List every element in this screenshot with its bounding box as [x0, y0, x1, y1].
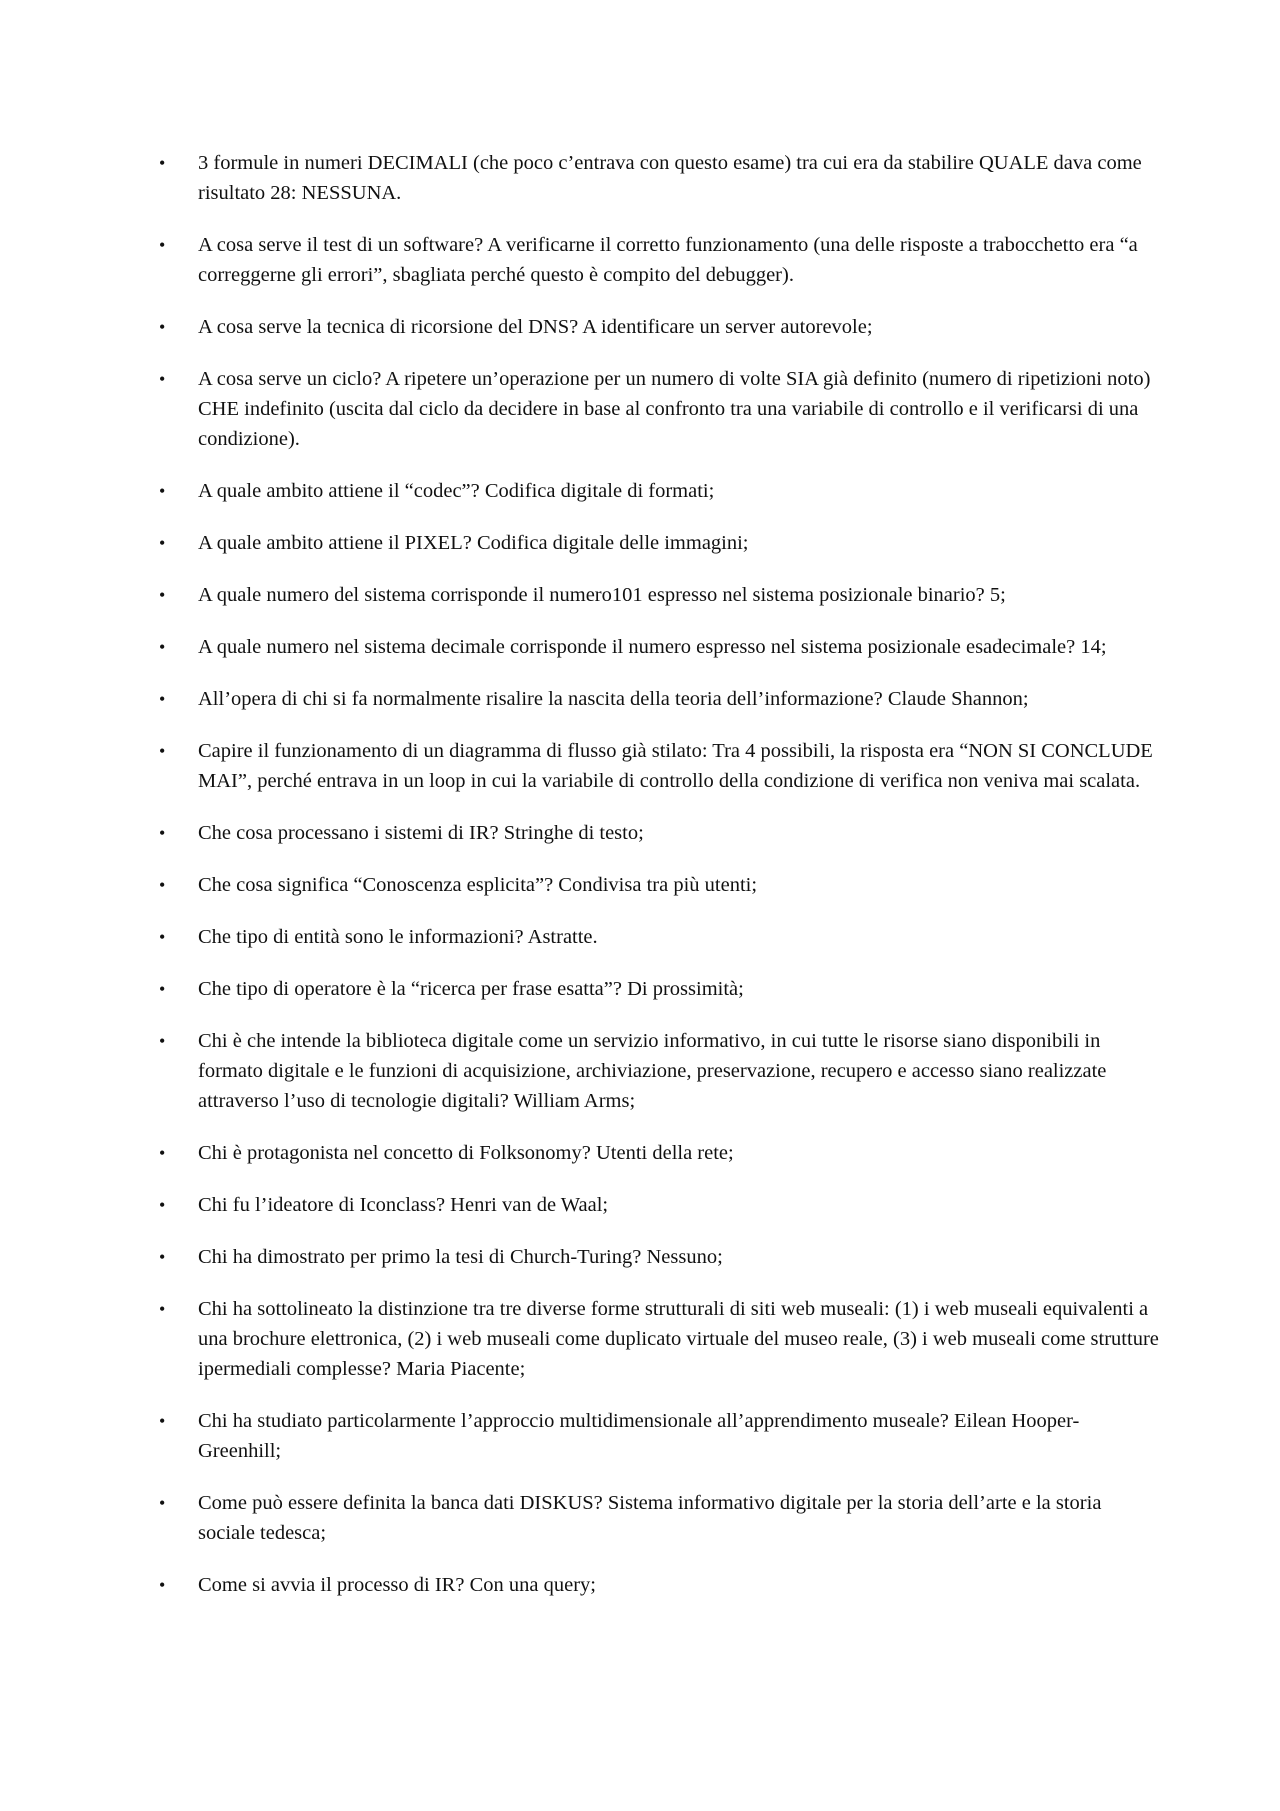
list-item	[155, 230, 1160, 290]
list-item-text: Come può essere definita la banca dati DISKUS? Sistema informativo digitale per la storia dell’arte e la storia sociale tedesca;	[198, 1492, 1102, 1544]
bullet-icon: •	[159, 927, 166, 947]
bullet-icon: •	[159, 533, 166, 553]
list-item-text: Che tipo di entità sono le informazioni? Astratte.	[198, 926, 598, 948]
bullet-icon: •	[159, 1143, 166, 1163]
list-item-text: 3 formule in numeri DECIMALI (che poco c’entrava con questo esame) tra cui era da stabilire QUALE dava come risultato 28: NESSUNA.	[198, 152, 1142, 204]
bullet-icon: •	[159, 875, 166, 895]
list-item	[155, 1138, 1160, 1168]
bullet-icon: •	[159, 235, 166, 255]
bullet-icon: •	[159, 823, 166, 843]
list-item-text: A cosa serve il test di un software? A verificarne il corretto funzionamento (una delle risposte a trabocchetto era “a correggerne gli errori”, sbagliata perché questo è compito del debugger).	[198, 234, 1138, 286]
bullet-icon: •	[159, 689, 166, 709]
list-item	[155, 1190, 1160, 1220]
list-item	[155, 1242, 1160, 1272]
bullet-icon: •	[159, 637, 166, 657]
list-item-text: A cosa serve un ciclo? A ripetere un’operazione per un numero di volte SIA già definito (numero di ripetizioni noto) CHE indefinito (uscita dal ciclo da decidere in base al confronto tra una variabile di controllo e il verificarsi di una condizione).	[198, 368, 1151, 450]
list-item-text: A quale ambito attiene il “codec”? Codifica digitale di formati;	[198, 480, 715, 502]
bullet-icon: •	[159, 481, 166, 501]
bullet-icon: •	[159, 1195, 166, 1215]
bullet-icon: •	[159, 1575, 166, 1595]
list-item-text: Chi è che intende la biblioteca digitale come un servizio informativo, in cui tutte le risorse siano disponibili in formato digitale e le funzioni di acquisizione, archiviazione, preservazione, recupero e accesso siano realizzate attraverso l’uso di tecnologie digitali? William Arms;	[198, 1030, 1107, 1112]
list-item	[155, 1570, 1160, 1600]
bullet-icon: •	[159, 1493, 166, 1513]
list-item-text: A quale numero del sistema corrisponde il numero101 espresso nel sistema posizionale binario? 5;	[198, 584, 1006, 606]
list-item-text: Chi ha studiato particolarmente l’approccio multidimensionale all’apprendimento museale? Eilean Hooper-Greenhill;	[198, 1410, 1080, 1462]
list-item	[155, 148, 1160, 208]
list-item	[155, 1488, 1160, 1548]
list-item	[155, 476, 1160, 506]
bullet-icon: •	[159, 1031, 166, 1051]
list-item	[155, 1294, 1160, 1384]
question-list	[155, 148, 1160, 1622]
list-item	[155, 312, 1160, 342]
list-item	[155, 922, 1160, 952]
bullet-icon: •	[159, 979, 166, 999]
list-item-text: Che cosa processano i sistemi di IR? Stringhe di testo;	[198, 822, 644, 844]
list-item-text: All’opera di chi si fa normalmente risalire la nascita della teoria dell’informazione? Claude Shannon;	[198, 688, 1029, 710]
list-item	[155, 870, 1160, 900]
list-item-text: Chi ha sottolineato la distinzione tra tre diverse forme strutturali di siti web museali: (1) i web museali equivalenti a una brochure elettronica, (2) i web museali come duplicato virtuale del museo reale, (3) i web museali come strutture ipermediali complesse? Maria Piacente;	[198, 1298, 1159, 1380]
list-item-text: A quale ambito attiene il PIXEL? Codifica digitale delle immagini;	[198, 532, 749, 554]
list-item	[155, 632, 1160, 662]
list-item	[155, 1406, 1160, 1466]
list-item-text: Capire il funzionamento di un diagramma di flusso già stilato: Tra 4 possibili, la risposta era “NON SI CONCLUDE MAI”, perché entrava in un loop in cui la variabile di controllo della condizione di verifica non veniva mai scalata.	[198, 740, 1153, 792]
bullet-icon: •	[159, 585, 166, 605]
bullet-icon: •	[159, 741, 166, 761]
bullet-icon: •	[159, 1411, 166, 1431]
list-item	[155, 818, 1160, 848]
list-item-text: Chi fu l’ideatore di Iconclass? Henri van de Waal;	[198, 1194, 609, 1216]
list-item	[155, 736, 1160, 796]
list-item-text: Chi è protagonista nel concetto di Folksonomy? Utenti della rete;	[198, 1142, 734, 1164]
list-item-text: Che cosa significa “Conoscenza esplicita”? Condivisa tra più utenti;	[198, 874, 758, 896]
bullet-icon: •	[159, 153, 166, 173]
list-item	[155, 1026, 1160, 1116]
bullet-icon: •	[159, 317, 166, 337]
list-item	[155, 974, 1160, 1004]
list-item-text: Come si avvia il processo di IR? Con una query;	[198, 1574, 596, 1596]
list-item-text: Che tipo di operatore è la “ricerca per frase esatta”? Di prossimità;	[198, 978, 744, 1000]
bullet-icon: •	[159, 1299, 166, 1319]
list-item	[155, 580, 1160, 610]
list-item-text: Chi ha dimostrato per primo la tesi di Church-Turing? Nessuno;	[198, 1246, 723, 1268]
list-item	[155, 364, 1160, 454]
bullet-icon: •	[159, 1247, 166, 1267]
list-item	[155, 684, 1160, 714]
bullet-icon: •	[159, 369, 166, 389]
list-item-text: A cosa serve la tecnica di ricorsione del DNS? A identificare un server autorevole;	[198, 316, 873, 338]
list-item	[155, 528, 1160, 558]
list-item-text: A quale numero nel sistema decimale corrisponde il numero espresso nel sistema posizionale esadecimale? 14;	[198, 636, 1107, 658]
